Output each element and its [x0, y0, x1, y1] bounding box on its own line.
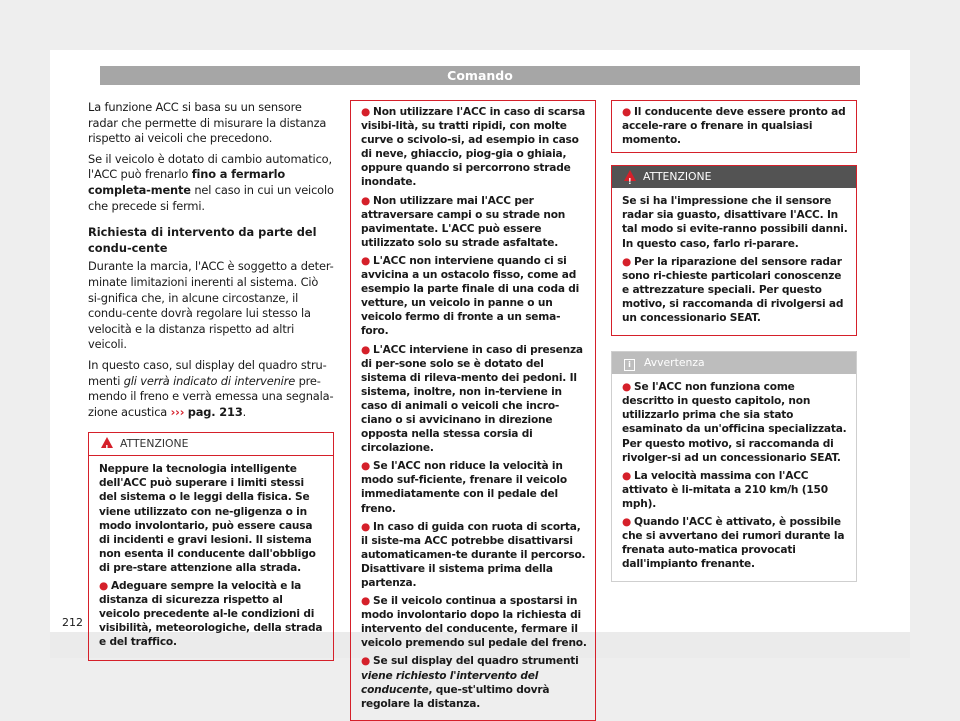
- note-bullet: ● La velocità massima con l'ACC attivato è li-mitata a 210 km/h (150 mph).: [622, 469, 828, 510]
- bullet-icon: ●: [99, 580, 109, 593]
- warning-box-header: !ATTENZIONE: [612, 166, 856, 188]
- warning-bullet: ● Se il veicolo continua a spostarsi in modo involontario dopo la richiesta di intervento del conducente, fermare il veicolo premendo sul pedale del freno.: [361, 595, 587, 650]
- bullet-icon: ●: [361, 194, 371, 207]
- bullet-icon: ●: [622, 381, 632, 394]
- page-number: 212: [62, 616, 83, 629]
- warning-box-header: !ATTENZIONE: [89, 433, 333, 456]
- bullet-icon: ●: [622, 255, 632, 268]
- section-header: Comando: [100, 66, 860, 85]
- info-icon: i: [624, 359, 635, 371]
- automatic-gearbox-paragraph: Se il veicolo è dotato di cambio automatico, l'ACC può frenarlo fino a fermarlo completa-mente nel caso in cui un veicolo che precede si fermi.: [88, 151, 334, 213]
- column-2: [350, 100, 596, 721]
- warning-bullet: ● L'ACC non interviene quando ci si avvicina a un ostacolo fisso, come ad esempio la parte finale di una coda di vetture, un veicolo in panne o un veicolo fermo di fronte a un sema-foro.: [361, 254, 580, 338]
- link-arrow-icon: ›››: [170, 404, 185, 419]
- display-paragraph: In questo caso, sul display del quadro stru-menti gli verrà indicato di intervenire pre-mendo il freno e verrà emessa una segnala-zione acustica ››› pag. 213.: [88, 357, 334, 419]
- warning-triangle-icon: [624, 170, 636, 181]
- warning-box-body: [612, 188, 856, 335]
- column-1: [88, 100, 334, 661]
- warning-bullet: ● Il conducente deve essere pronto ad accele-rare o frenare in qualsiasi momento.: [622, 106, 846, 147]
- column-3: [611, 100, 857, 582]
- warning-bullet: ● Se sul display del quadro strumenti viene richiesto l'intervento del conducente, que-st'ultimo dovrà regolare la distanza.: [361, 655, 579, 710]
- subheading-driver-intervention: Richiesta di intervento da parte del condu-cente: [88, 225, 317, 255]
- warning-bullet: ● Per la riparazione del sensore radar sono ri-chieste particolari conoscenze e attrezzature speciali. Per questo motivo, si raccomanda di rivolgersi ad un concessionario SEAT.: [622, 255, 844, 325]
- note-bullet: ● Quando l'ACC è attivato, è possibile che si avvertano dei rumori durante la frenata auto-matica provocati dall'impianto frenante.: [622, 515, 845, 571]
- warning-bullet: ● L'ACC interviene in caso di presenza di per-sone solo se è dotato del sistema di rileva-mento dei pedoni. Il sistema, inoltre, non in-terviene in caso di animali o veicoli che incro-ciano o si avvicinano in direzione opposta nella stessa corsia di circolazione.: [361, 343, 583, 455]
- bullet-icon: ●: [361, 343, 371, 356]
- note-bullet: ● Se l'ACC non funziona come descritto in questo capitolo, non utilizzarlo prima che sia stato esaminato da un'officina specializzata. Per questo motivo, si raccomanda di rivolger-si ad un concessionario SEAT.: [622, 381, 847, 464]
- warning-box-1: [88, 432, 334, 660]
- warning-intro: Neppure la tecnologia intelligente dell'ACC può superare i limiti stessi del sistema o le leggi della fisica. Se viene utilizzato con ne-gligenza o in modo involontario, può essere causa di incidenti e gravi lesioni. Il sistema non esenta il conducente dall'obbligo di pre-stare attenzione alla strada.: [99, 463, 316, 574]
- bullet-icon: ●: [622, 469, 632, 482]
- warning-bullet: ● Non utilizzare mai l'ACC per attraversare campi o su strade non pavimentate. L'ACC può essere utilizzato solo su strade asfaltate.: [361, 194, 566, 249]
- bullet-icon: ●: [361, 520, 371, 533]
- warning-triangle-icon: [101, 437, 113, 448]
- bullet-icon: ●: [361, 655, 371, 668]
- warning-box-2: [611, 165, 857, 336]
- note-box-body: [612, 374, 856, 581]
- warning-intro: Se si ha l'impressione che il sensore radar sia guasto, disattivare l'ACC. In tal modo si evite-ranno possibili danni. In questo caso, farlo ri-parare.: [622, 195, 848, 250]
- intro-paragraph: La funzione ACC si basa su un sensore radar che permette di misurare la distanza rispetto ai veicoli che precedono.: [88, 100, 327, 146]
- warning-bullet: ● Se l'ACC non riduce la velocità in modo suf-ficiente, frenare il veicolo immediatamente con il pedale del freno.: [361, 460, 567, 515]
- warning-box-body: [89, 456, 333, 659]
- bullet-icon: ●: [622, 106, 632, 118]
- note-box: [611, 351, 857, 582]
- warning-bullet: ● Adeguare sempre la velocità e la distanza di sicurezza rispetto al veicolo precedente al-le condizioni di visibilità, meteorologiche, della strada e del traffico.: [99, 580, 323, 649]
- warning-bullet: ● In caso di guida con ruota di scorta, il siste-ma ACC potrebbe disattivarsi automaticamen-te durante il percorso. Disattivare il sistema prima della partenza.: [361, 520, 586, 589]
- note-box-header: i Avvertenza: [612, 352, 856, 374]
- bullet-icon: ●: [361, 106, 371, 118]
- page-reference-link[interactable]: pag. 213: [187, 404, 243, 419]
- bullet-icon: ●: [361, 254, 371, 267]
- limitations-paragraph: Durante la marcia, l'ACC è soggetto a deter-minate limitazioni inerenti al sistema. Ciò si-gnifica che, in alcune circostanze, il condu-cente dovrà regolare lui stesso la velocità e la distanza rispetto ad altri veicoli.: [88, 259, 334, 352]
- warning-bullet: ● Non utilizzare l'ACC in caso di scarsa visibi-lità, su tratti ripidi, con molte curve o scivolo-si, ad esempio in caso di neve, ghiaccio, piog-gia o ghiaia, oppure quando si percorrono strade inondate.: [361, 106, 586, 189]
- bullet-icon: ●: [361, 460, 371, 473]
- bullet-icon: ●: [622, 515, 632, 528]
- bullet-icon: ●: [361, 595, 371, 608]
- warning-continuation-box: [611, 100, 857, 153]
- warning-continuation-box: [350, 100, 596, 721]
